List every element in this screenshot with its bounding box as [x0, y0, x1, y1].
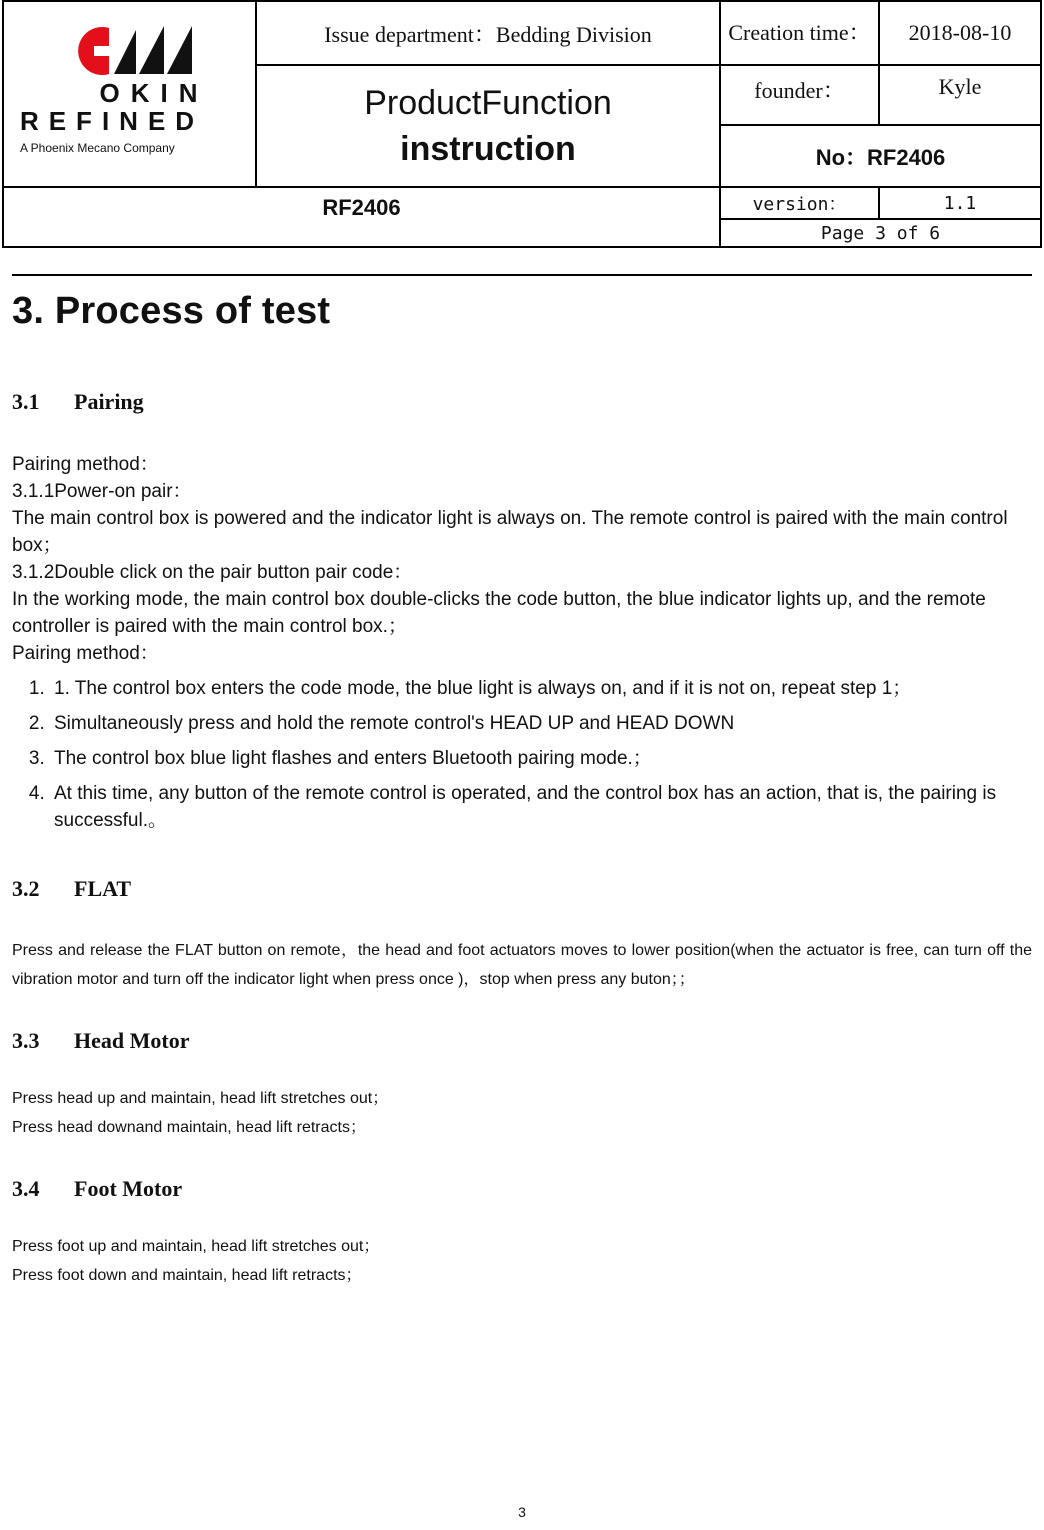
logo-red-shape	[78, 27, 109, 75]
paragraph: 3.1.1Power-on pair：	[12, 481, 192, 502]
list-item: 1. 1. The control box enters the code mode, the blue light is always on, and if it is not on, repeat step 1；	[50, 675, 1032, 702]
document-body	[12, 290, 1032, 1290]
paragraph: Press head downand maintain, head lift retracts；	[12, 1119, 366, 1136]
logo-triangle-2	[139, 26, 164, 74]
doc-title-line2: instruction	[400, 130, 576, 168]
foot-motor-text	[12, 1232, 1032, 1290]
doc-title	[257, 66, 719, 186]
heading-number: 3.4	[12, 1176, 40, 1201]
version-label: version：	[752, 194, 847, 215]
paragraph: Press foot down and maintain, head lift retracts；	[12, 1267, 362, 1284]
paragraph: Pairing method：	[12, 643, 159, 664]
logo-tagline: A Phoenix Mecano Company	[20, 141, 175, 155]
section-rule	[12, 274, 1032, 276]
heading-number: 3.1	[12, 389, 40, 414]
pairing-steps	[12, 675, 1032, 834]
issue-department: Issue department：Bedding Division	[324, 21, 652, 47]
page-number: 3	[518, 1504, 526, 1520]
flat-description: Press and release the FLAT button on remote，the head and foot actuators moves to lower position(when the actuator is free, can turn off the vibration motor and turn off the indicator light when press once )，stop when press any buton；；	[12, 942, 1033, 988]
paragraph: Press head up and maintain, head lift stretches out；	[12, 1090, 389, 1107]
heading-text: FLAT	[74, 876, 132, 901]
creation-time-value: 2018-08-10	[908, 20, 1012, 45]
version-value: 1.1	[943, 192, 977, 214]
pairing-text	[12, 451, 1032, 834]
page-info: Page 3 of 6	[820, 222, 941, 244]
list-item: 2. Simultaneously press and hold the remote control's HEAD UP and HEAD DOWN	[50, 710, 1032, 737]
logo-triangle-3	[167, 26, 192, 74]
paragraph: Pairing method：	[12, 454, 159, 475]
section-title: 3. Process of test	[12, 290, 331, 332]
heading-text: Foot Motor	[74, 1176, 183, 1201]
creation-time-label: Creation time：	[728, 20, 871, 45]
heading-3-3	[12, 1028, 1032, 1054]
paragraph: In the working mode, the main control box double-clicks the code button, the blue indicator lights up, and the remote controller is paired with the main control box.；	[12, 589, 986, 637]
founder-label: founder：	[754, 78, 845, 103]
heading-text: Pairing	[74, 389, 144, 414]
doc-number: No：RF2406	[815, 144, 946, 170]
document-header	[2, 0, 1042, 248]
logo-brand-line2: REFINED	[19, 106, 205, 136]
heading-3-1	[12, 389, 1032, 415]
company-logo	[14, 16, 244, 166]
model-name: RF2406	[322, 195, 401, 220]
heading-3-2	[12, 876, 1032, 902]
heading-text: Head Motor	[74, 1028, 190, 1053]
heading-number: 3.3	[12, 1028, 40, 1053]
list-item: 3. The control box blue light flashes and enters Bluetooth pairing mode.；	[50, 745, 1032, 772]
list-item: 4. At this time, any button of the remote control is operated, and the control box has an action, that is, the pairing is successful.。	[50, 780, 1032, 834]
founder-value: Kyle	[938, 74, 982, 99]
doc-title-line1: ProductFunction	[364, 84, 612, 122]
paragraph: The main control box is powered and the indicator light is always on. The remote control is paired with the main control box；	[12, 508, 1008, 556]
paragraph: 3.1.2Double click on the pair button pair code：	[12, 562, 413, 583]
head-motor-text	[12, 1084, 1032, 1142]
logo-mark	[14, 16, 244, 166]
paragraph: Press foot up and maintain, head lift stretches out；	[12, 1238, 380, 1255]
logo-triangle-1	[114, 30, 136, 74]
logo-brand-line1: OKIN	[99, 78, 209, 108]
heading-3-4	[12, 1176, 1032, 1202]
heading-number: 3.2	[12, 876, 40, 901]
